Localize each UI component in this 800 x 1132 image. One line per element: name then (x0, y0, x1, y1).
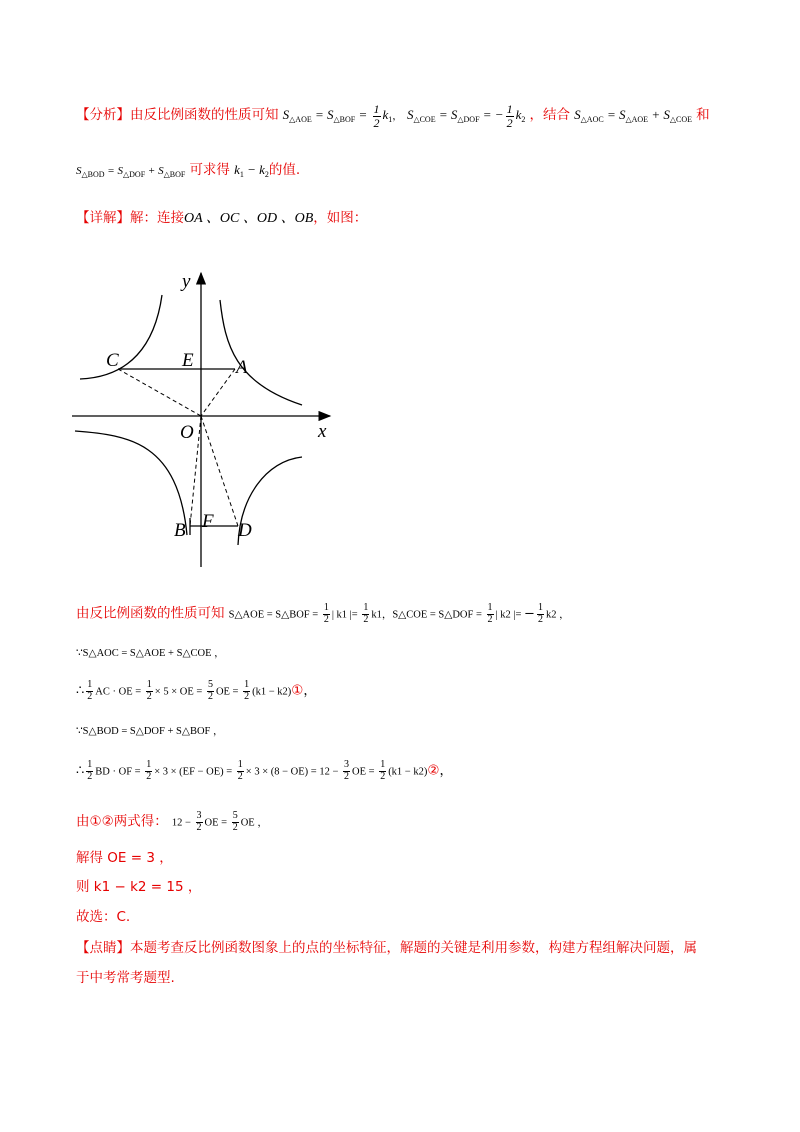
label-F: F (202, 511, 214, 532)
analysis-join: ，结合 (529, 107, 570, 124)
comment-tag: 【点睛】 (76, 940, 130, 956)
segment-OC (118, 369, 201, 416)
detail-end: ，如图： (313, 210, 368, 226)
step-4 (76, 724, 224, 738)
step-9 (76, 911, 130, 925)
comment-line-2-text: 于中考常考题型. (76, 970, 175, 986)
label-B: B (174, 520, 186, 541)
analysis-end-b: 的值. (268, 162, 301, 178)
step-1-a: S△AOE = S△BOF = (228, 609, 321, 621)
step-2 (76, 646, 225, 660)
detail-line (76, 212, 367, 226)
hyperbola-figure (70, 265, 340, 575)
step-1-b: | k1 |= (331, 609, 361, 621)
step-3: ∴ $\frac{1}{2}$ AC · OE = $\frac{1}{2}$ × 5 × OE = $\frac{5}{2}$ OE = $\frac{1}{2}$ (k1 − k2)①， (76, 679, 317, 702)
step-1-d: ，S△COE = S△DOF = (381, 609, 485, 621)
label-x: x (318, 421, 327, 442)
step-5: ∴ $\frac{1}{2}$ BD · OF = $\frac{1}{2}$ × 3 × (EF − OE) = $\frac{1}{2}$ × 3 × (8 − OE) = 12 − $\frac{3}{2}$ OE = $\frac{1}{2}$ (k1 − k2)②， (76, 759, 453, 782)
detail-segments: OA 、OC 、OD 、OB (184, 211, 314, 226)
segment-OA (201, 369, 235, 416)
comment-line-1-text: 本题考查反比例函数图象上的点的坐标特征，解题的关键是利用参数，构建方程组解决问题，属 (130, 940, 697, 956)
analysis-he: 和 (696, 107, 710, 124)
step-1-f: k2 ， (545, 609, 570, 621)
step-5-e: (k1 − k2) (388, 766, 428, 778)
label-y: y (182, 271, 191, 292)
step-8-text: 则 k1 − k2 = 15 ， (76, 879, 202, 895)
analysis-formula-5: $k_1 - k_2$ (234, 162, 269, 179)
branch-quadrant-1 (220, 300, 302, 405)
step-9-text: 故选：C. (76, 909, 131, 925)
step-1-e: | k2 |= (495, 609, 525, 621)
step-6-a: 12 − (171, 817, 194, 829)
step-8 (76, 881, 201, 895)
circle-2: ② (427, 762, 440, 779)
segment-OD (201, 416, 238, 526)
detail-lead: 解：连接 (130, 210, 184, 226)
analysis-line-2 (76, 163, 300, 179)
step-7-text: 解得 OE = 3 ， (76, 850, 173, 866)
analysis-formula-3: $S_{\triangle AOC} = S_{\triangle AOE} + S_{\triangle COE}$ (574, 107, 692, 125)
analysis-end-a: 可求得 (189, 162, 230, 178)
analysis-formula-1: $S_{\triangle AOE} = S_{\triangle BOF}$ = $\frac{1}{2}$ $k_1$ (282, 102, 393, 130)
label-D: D (238, 520, 252, 541)
step-3-b: × 5 × OE = (154, 686, 205, 698)
step-5-d: OE = (352, 766, 378, 778)
step-5-c: × 3 × (8 − OE) = 12 − (245, 766, 342, 778)
step-3-d: (k1 − k2) (252, 686, 292, 698)
step-3-a: AC · OE = (95, 686, 144, 698)
branch-quadrant-3 (75, 431, 187, 535)
step-6: 由①②两式得： 12 − $\frac{3}{2}$ OE = $\frac{5}{2}$ OE ， (76, 810, 268, 833)
circle-1: ① (291, 682, 304, 699)
detail-tag: 【详解】 (76, 210, 130, 226)
step-5-b: × 3 × (EF − OE) = (154, 766, 235, 778)
step-1-lead: 由反比例函数的性质可知 (76, 605, 225, 622)
analysis-formula-2: $S_{\triangle COE} = S_{\triangle DOF}$ = − $\frac{1}{2}$ $k_2$ (406, 102, 526, 130)
step-7 (76, 852, 173, 866)
comment-line-1 (76, 942, 697, 956)
step-6-lead: 由①②两式得： (76, 813, 168, 830)
step-5-a: BD · OF = (95, 766, 144, 778)
step-1-c: k1 (371, 609, 382, 621)
step-1: 由反比例函数的性质可知 S△AOE = S△BOF = $\frac{1}{2}$ | k1 |= $\frac{1}{2}$ k1，S△COE = S△DOF = $\frac{1}{2}$ | k2 |= − $\frac{1}{2}$ k2 ， (76, 602, 570, 625)
step-3-c: OE = (215, 686, 242, 698)
label-O: O (180, 422, 194, 443)
analysis-lead: 由反比例函数的性质可知 (130, 107, 279, 124)
analysis-tag: 【分析】 (76, 107, 130, 124)
label-E: E (182, 350, 194, 371)
label-C: C (106, 350, 119, 371)
branch-quadrant-2 (80, 295, 162, 379)
comment-line-2 (76, 972, 175, 986)
step-6-b: OE = (204, 817, 230, 829)
analysis-formula-4: $S_{\triangle BOD} = S_{\triangle DOF} + S_{\triangle BOF}$ (76, 165, 186, 179)
analysis-line-1: 【分析】由反比例函数的性质可知 $S_{\triangle AOE} = S_{\triangle BOF}$ = $\frac{1}{2}$ $k_1$， $S_{\triangle COE} = S_{\triangle DOF}$ = − $\frac{1}{2}$ $k_2$ ，结合 $S_{\triangle AOC} = S_{\triangle AOE} + S_{\triangle COE}$ 和 (76, 102, 710, 130)
step-4-text: ∵S△BOD = S△DOF + S△BOF ， (76, 726, 224, 737)
label-A: A (236, 357, 248, 378)
step-2-text: ∵S△AOC = S△AOE + S△COE ， (76, 648, 225, 659)
step-6-c: OE ， (240, 817, 268, 829)
